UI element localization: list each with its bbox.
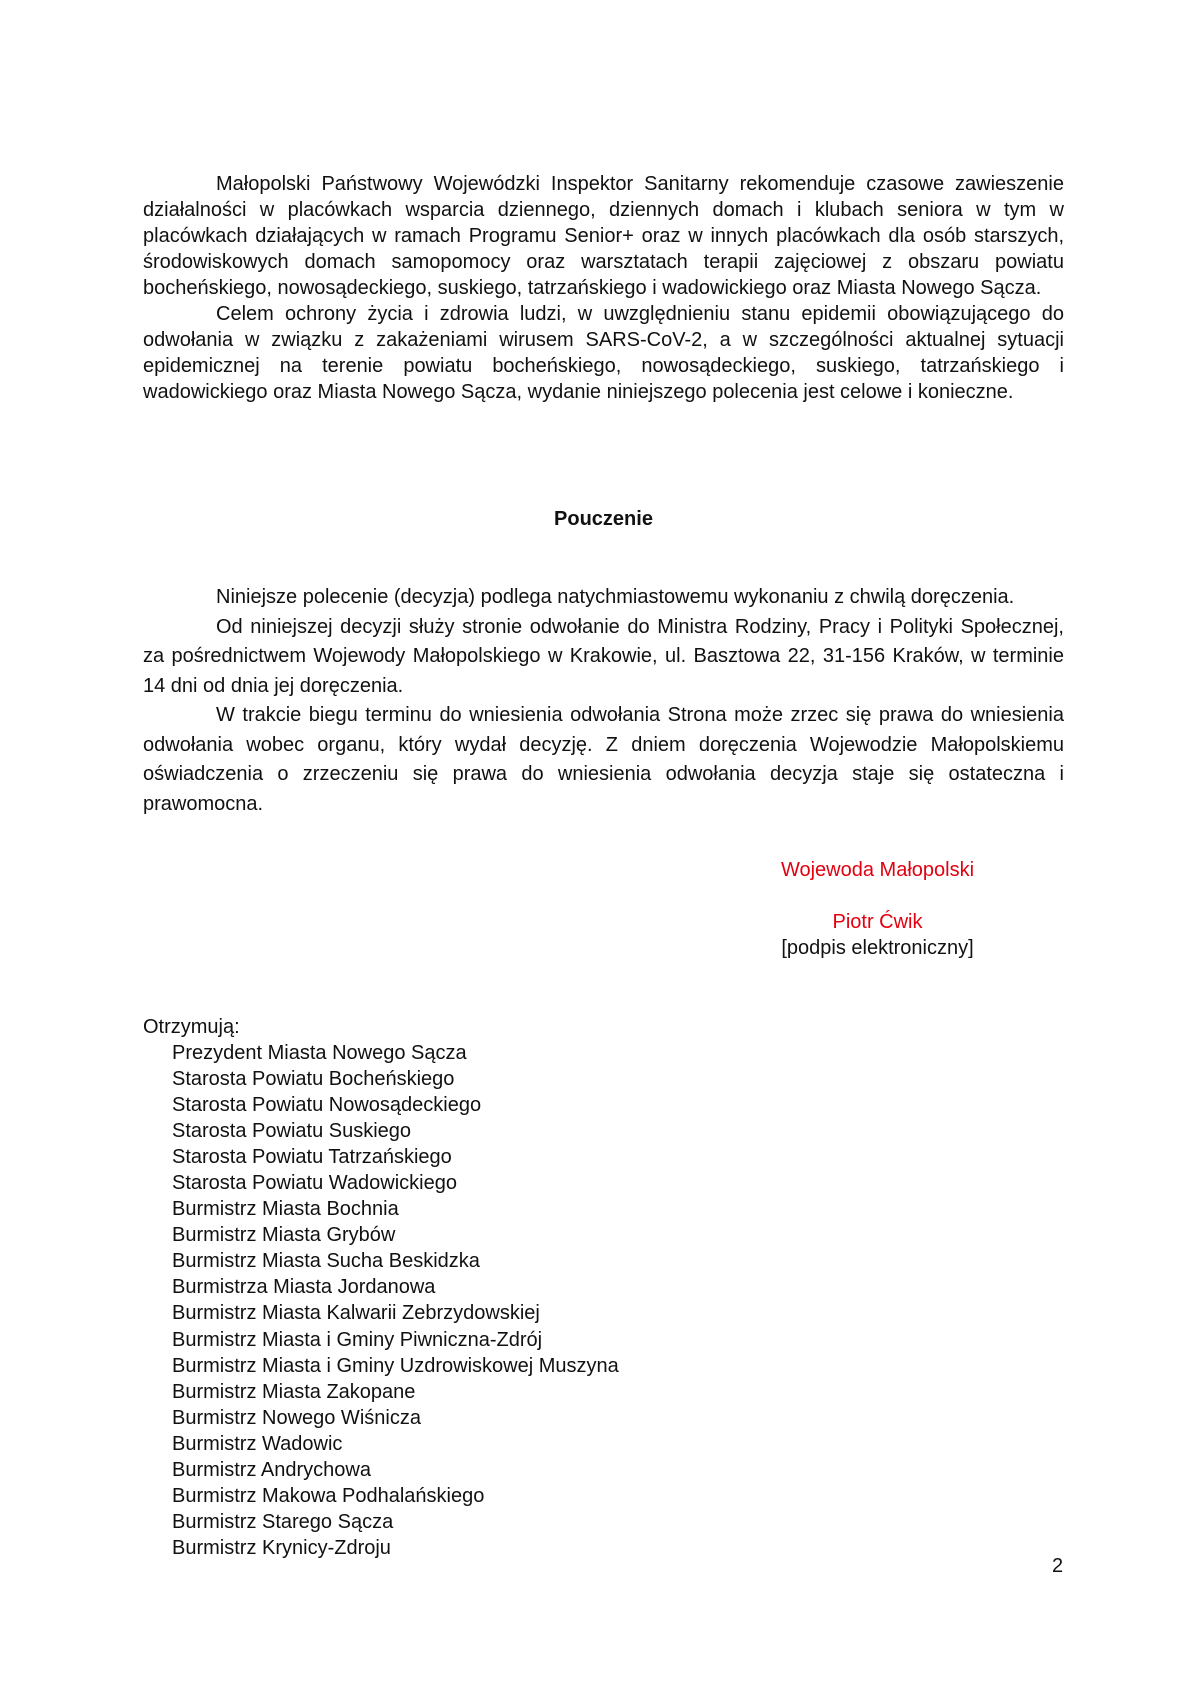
body-text-top (143, 171, 1064, 405)
paragraph-justification: Celem ochrony życia i zdrowia ludzi, w uwzględnieniu stanu epidemii obowiązującego do odwołania w związku z zakażeniami wirusem SARS-CoV-2, a w szczególności aktualnej sytuacji epidemicznej na terenie powiatu bocheńskiego, nowosądeckiego, suskiego, tatrzańskiego i wadowickiego oraz Miasta Nowego Sącza, wydanie niniejszego polecenia jest celowe i konieczne. (143, 303, 1064, 403)
recipient-item: Burmistrz Wadowic (172, 1432, 343, 1455)
recipients-label: Otrzymują: (143, 1016, 240, 1038)
body-text-instruction (143, 583, 1064, 819)
paragraph-immediate-execution: Niniejsze polecenie (decyzja) podlega natychmiastowemu wykonaniu z chwilą doręczenia. (216, 586, 1015, 608)
recipient-item: Burmistrz Miasta Zakopane (172, 1380, 416, 1403)
paragraph-appeal-right: Od niniejszej decyzji służy stronie odwołanie do Ministra Rodziny, Pracy i Polityki Społecznej, za pośrednictwem Wojewody Małopolskiego w Krakowie, ul. Basztowa 22, 31-156 Kraków, w terminie 14 dni od dnia jej doręczenia. (143, 615, 1064, 697)
recipient-item: Burmistrz Miasta Grybów (172, 1224, 396, 1247)
recipient-item: Prezydent Miasta Nowego Sącza (172, 1042, 467, 1064)
recipient-item: Burmistrz Andrychowa (172, 1458, 371, 1481)
paragraph-recommendation: Małopolski Państwowy Wojewódzki Inspektor Sanitarny rekomenduje czasowe zawieszenie działalności w placówkach wsparcia dziennego, dziennych domach i klubach seniora w tym w placówkach działających w ramach Programu Senior+ oraz w innych placówkach dla osób starszych, środowiskowych domach samopomocy oraz warsztatach terapii zajęciowej z obszaru powiatu bocheńskiego, nowosądeckiego, suskiego, tatrzańskiego i wadowickiego oraz Miasta Nowego Sącza. (143, 173, 1064, 299)
signature-electronic-note: [podpis elektroniczny] (781, 937, 974, 959)
signature-title: Wojewoda Małopolski (780, 859, 975, 881)
recipient-item: Burmistrz Miasta Kalwarii Zebrzydowskiej (172, 1302, 540, 1325)
paragraph-appeal-waiver: W trakcie biegu terminu do wniesienia odwołania Strona może zrzec się prawa do wniesienia odwołania wobec organu, który wydał decyzję. Z dniem doręczenia Wojewodzie Małopolskiemu oświadczenia o zrzeczeniu się prawa do wniesienia odwołania decyzja staje się ostateczna i prawomocna. (143, 704, 1064, 815)
recipient-item: Starosta Powiatu Tatrzańskiego (172, 1146, 452, 1169)
recipient-item: Starosta Powiatu Suskiego (172, 1120, 412, 1143)
recipient-item: Burmistrz Krynicy-Zdroju (172, 1536, 391, 1559)
recipient-item: Burmistrz Starego Sącza (172, 1510, 394, 1533)
recipient-item: Burmistrz Miasta i Gminy Piwniczna-Zdrój (172, 1328, 543, 1351)
recipient-item: Starosta Powiatu Wadowickiego (172, 1172, 457, 1195)
section-heading-pouczenie: Pouczenie (554, 508, 653, 530)
recipients-list (172, 1040, 619, 1561)
recipient-item: Burmistrz Makowa Podhalańskiego (172, 1484, 485, 1507)
recipient-item: Burmistrza Miasta Jordanowa (172, 1276, 436, 1299)
signature-name: Piotr Ćwik (832, 911, 923, 933)
recipient-item: Burmistrz Miasta i Gminy Uzdrowiskowej Muszyna (172, 1354, 619, 1377)
page-number: 2 (1052, 1555, 1064, 1577)
recipient-item: Burmistrz Miasta Sucha Beskidzka (172, 1250, 480, 1273)
recipient-item: Burmistrz Miasta Bochnia (172, 1198, 399, 1221)
recipient-item: Starosta Powiatu Bocheńskiego (172, 1068, 455, 1091)
recipient-item: Starosta Powiatu Nowosądeckiego (172, 1094, 482, 1117)
recipient-item: Burmistrz Nowego Wiśnicza (172, 1406, 421, 1429)
